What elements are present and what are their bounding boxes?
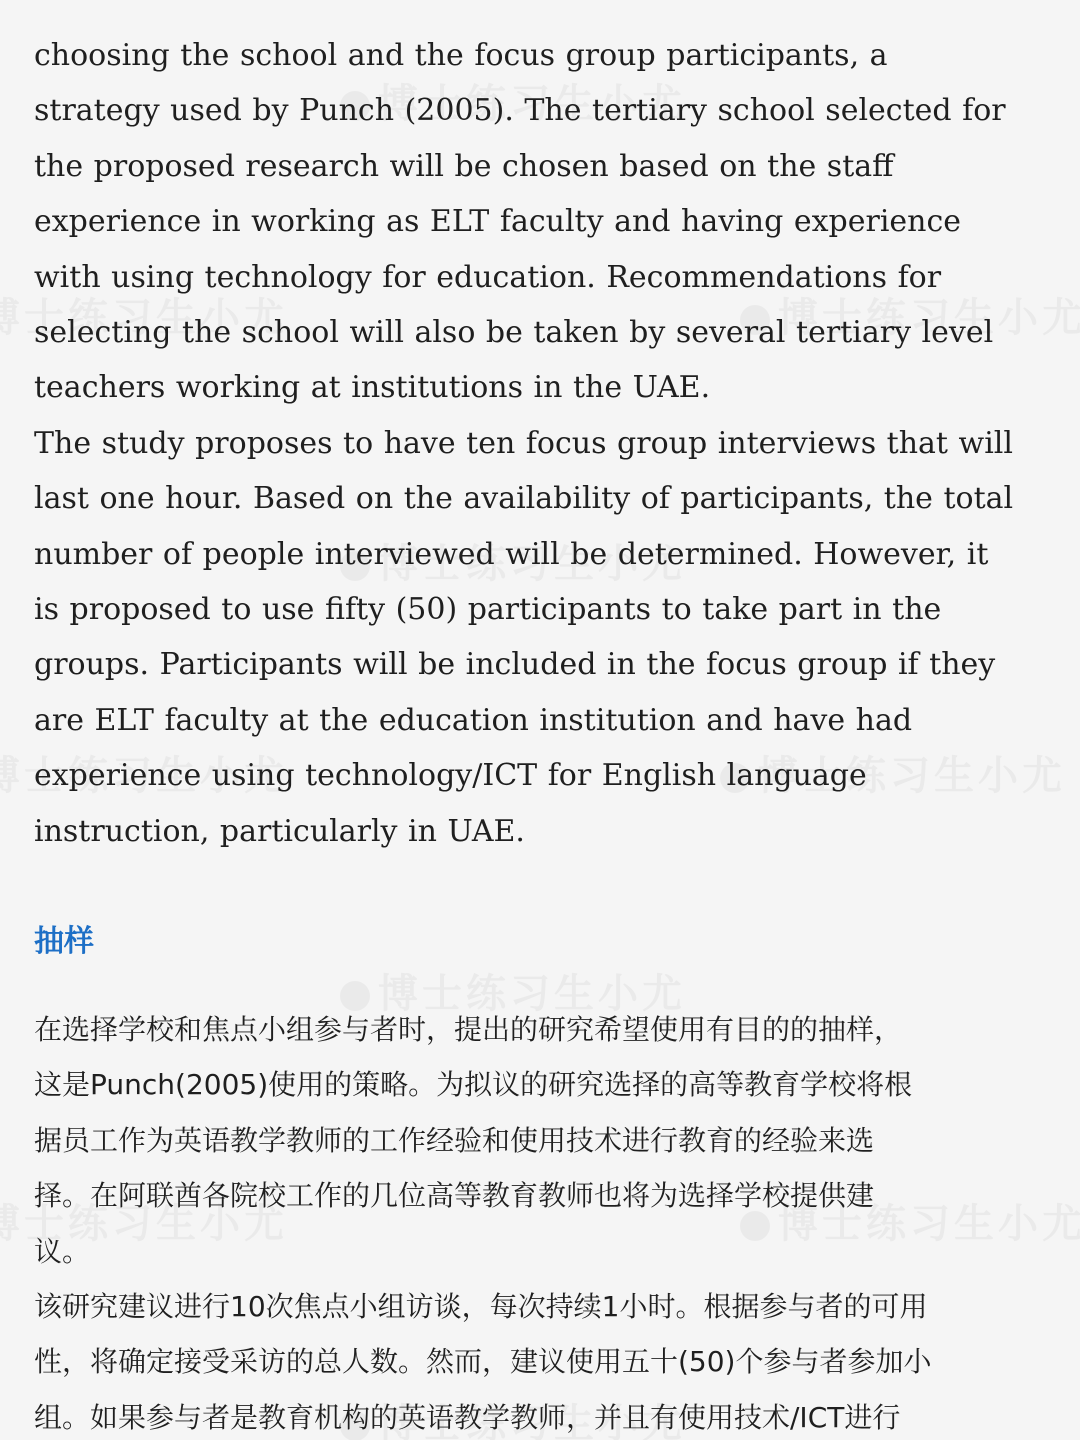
- english-paragraph-2: The study proposes to have ten focus group interviews that will last one hour. Based on the availability of participants, the total number of people interviewed will be determined. However, it is proposed to use fifty (50) participants to take part in the groups. Participants will be included in the focus group if they are ELT faculty at the education institution and have had experience using technology/ICT for English language instruction, particularly in UAE.: [34, 425, 1014, 849]
- chinese-translation: [34, 1002, 1054, 1440]
- document-content: [34, 28, 1054, 1434]
- section-heading-sampling: 抽样: [34, 924, 94, 959]
- chinese-paragraph-1: 在选择学校和焦点小组参与者时，提出的研究希望使用有目的的抽样， 这是Punch(2005)使用的策略。为拟议的研究选择的高等教育学校将根 据员工作为英语教学教师的工作经验和使用技术进行教育的经验来选 择。在阿联酋各院校工作的几位高等教育教师也将为选择学校提供建 议。: [34, 1013, 913, 1268]
- english-paragraph-1: choosing the school and the focus group participants, a strategy used by Punch (2005). The tertiary school selected for the proposed research will be chosen based on the staff experience in working as ELT faculty and having experience with using technology for education. Recommendations for selecting the school will also be taken by several tertiary level teachers working at institutions in the UAE.: [34, 38, 1006, 406]
- chinese-paragraph-2: 该研究建议进行10次焦点小组访谈，每次持续1小时。根据参与者的可用 性，将确定接受采访的总人数。然而，建议使用五十(50)个参与者参加小 组。如果参与者是教育机构的英语教学教师，并且有使用技术/ICT进行: [34, 1290, 932, 1434]
